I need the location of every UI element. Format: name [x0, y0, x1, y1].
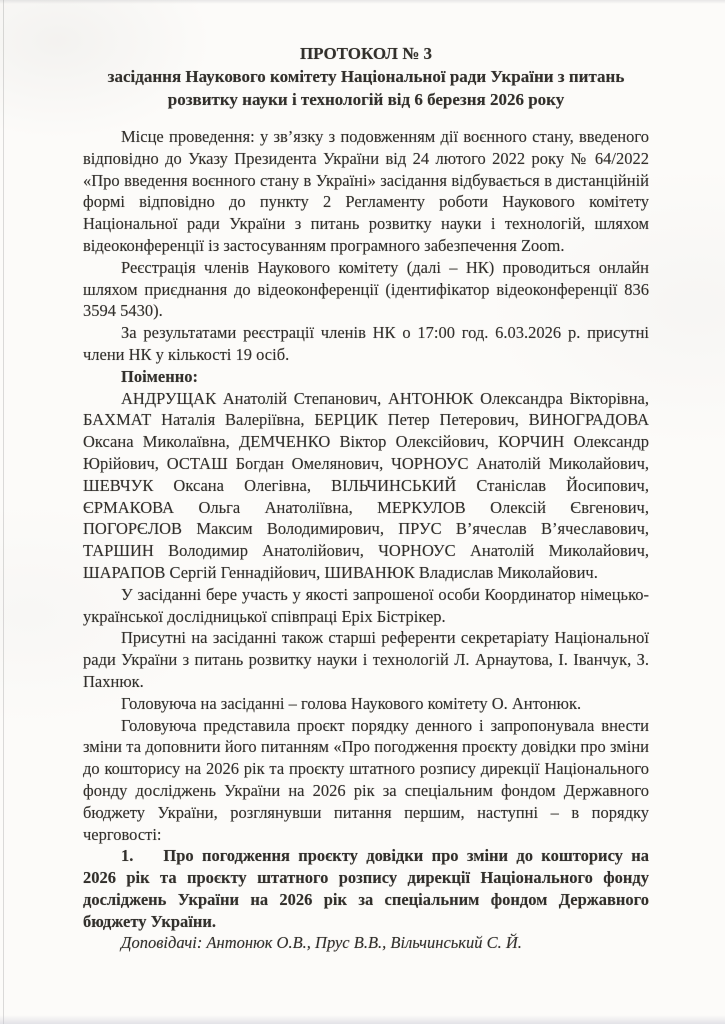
scan-top-edge-artifact [0, 0, 725, 4]
paragraph-agenda-intro: Головуюча представила проєкт порядку денного і запропонувала внести зміни та доповнити його питанням «Про погодження проєкту довідки про зміни до кошторису на 2026 рік та проєкту штатного розпису дирекції Національного фонду досліджень України на 2026 рік за спеціальним фондом Державного бюджету України, розглянувши питання першим, наступні – в порядку черговості: [83, 715, 649, 844]
paragraph-secretariat: Присутні на засіданні також старші референти секретаріату Національної ради України з питань розвитку науки і технологій Л. Арнаутова, І. Іванчук, З. Пахнюк. [83, 628, 649, 691]
agenda-item-1-text: Про погодження проєкту довідки про зміни до кошторису на 2026 рік та проєкту штатного розпису дирекції Національного фонду досліджень України на 2026 рік за спеціальним фондом Державного бюджету України. [83, 846, 649, 931]
paragraph-venue: Місце проведення: у зв’язку з подовженням дії воєнного стану, введеного відповідно до Указу Президента України від 24 лютого 2022 року № 64/2022 «Про введення воєнного стану в Україні» засідання відбувається в дистанційній формі відповідно до пункту 2 Регламенту роботи Наукового комітету Національної ради України з питань розвитку науки і технологій, шляхом відеоконференції із застосуванням програмного забезпечення Zoom. [83, 127, 649, 255]
title-line-committee: засідання Наукового комітету Національної ради України з питань [107, 67, 625, 86]
title-line-protocol-number: ПРОТОКОЛ № 3 [299, 44, 433, 63]
paragraph-registration-results: За результатами реєстрації членів НК о 17:00 год. 6.03.2026 р. присутні члени НК у кількості 19 осіб. [83, 323, 649, 364]
document-title [83, 42, 649, 111]
paragraph-speakers: Доповідачі: Антонюк О.В., Прус В.В., Вільчинський С. Й. [121, 933, 522, 953]
scan-left-edge-artifact [3, 0, 4, 1024]
paragraph-chairperson: Головуюча на засіданні – голова Наукового комітету О. Антонюк. [121, 693, 582, 713]
paragraph-registration: Реєстрація членів Наукового комітету (далі – НК) проводиться онлайн шляхом приєднання до відеоконференції (ідентифікатор відеоконференції 836 3594 5430). [83, 257, 649, 321]
scan-bottom-edge-artifact [0, 1015, 725, 1024]
agenda-item-1-number: 1. [121, 846, 134, 866]
agenda-item-1 [83, 845, 649, 932]
paragraph-invited-guest: У засіданні бере участь у якості запрошеної особи Координатор німецько-української дослідницької співпраці Еріх Бістрікер. [83, 584, 649, 626]
label-by-name: Поіменно: [121, 366, 198, 386]
title-line-date: розвитку науки і технологій від 6 березня 2026 року [167, 90, 565, 109]
paragraph-members-list: АНДРУЩАК Анатолій Степанович, АНТОНЮК Олександра Вікторівна, БАХМАТ Наталія Валеріївна, БЕРЦИК Петер Петерович, ВИНОГРАДОВА Оксана Миколаївна, ДЕМЧЕНКО Віктор Олексійович, КОРЧИН Олександр Юрійович, ОСТАШ Богдан Омелянович, ЧОРНОУС Анатолій Миколайович, ШЕВЧУК Оксана Олегівна, ВІЛЬЧИНСЬКИЙ Станіслав Йосипович, ЄРМАКОВА Ольга Анатоліївна, МЕРКУЛОВ Олексій Євгенович, ПОГОРЄЛОВ Максим Володимирович, ПРУС В’ячеслав В’ячеславович, ТАРШИН Володимир Анатолійович, ЧОРНОУС Анатолій Миколайович, ШАРАПОВ Сергій Геннадійович, ШИВАНЮК Владислав Миколайович. [83, 388, 649, 582]
document-content [83, 42, 649, 954]
